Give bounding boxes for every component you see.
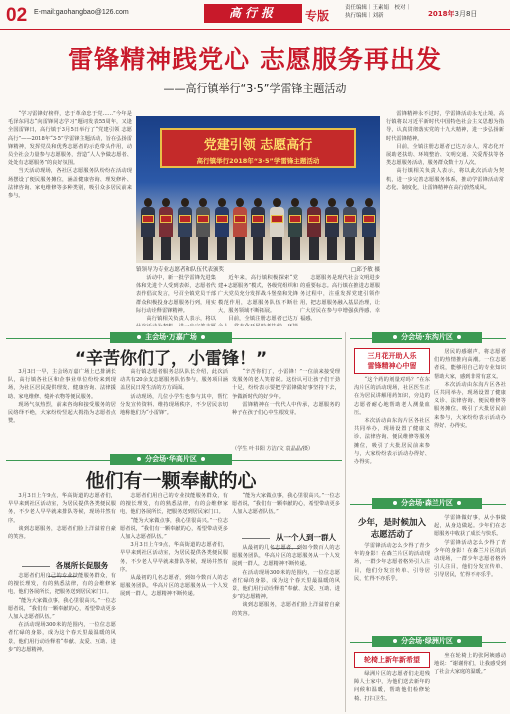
intro-column-5: [386, 110, 504, 326]
donggou-column-2: [434, 348, 506, 494]
page-header: [0, 0, 510, 30]
person: [177, 198, 192, 260]
paragraph: “辛苦你们了，小雷锋！”一位前来接受理发服务的老人笑着说。这份认可让孩子们干劲十足，纷纷表示要把学雷锋做好事坚持下去，争做新时代的好少年。: [232, 369, 340, 400]
paragraph: 本次活动由东沟片区各社区共同举办，现场设置了健康义诊、法律咨询、便民维修等服务摊位，吸引了大批居民前来参与，大家纷纷表示活动办得好、办得实。: [434, 381, 506, 429]
masthead: 高行报: [204, 4, 302, 23]
intro-column-4: [300, 274, 380, 326]
paragraph: “这个药的剂量对吗？”在东沟片区的活动现场，社区医生正在为居民讲解用药知识，旁边的志愿者耐心地帮助老人测量血压。: [354, 377, 430, 416]
section2-column-2: [120, 492, 228, 708]
paragraph: 本次活动由东沟片区各社区共同举办，现场设置了健康义诊、法律咨询、便民维修等服务摊位，吸引了大批居民前来参与，大家纷纷表示活动办得好、办得实。: [354, 418, 430, 466]
award-recipients: [140, 194, 376, 260]
issue-year: 2018年: [428, 10, 455, 18]
paragraph: 坐在轮椅上的张阿姨感动地说：“谢谢你们，让我感受到了社会大家庭的温暖。”: [434, 653, 506, 676]
section-bar-label: 分会场·东沟片区: [401, 333, 453, 341]
paragraph: “能为大家做点事，我心里很高兴。”一位志愿者说，“我们有一颗奉献的心，希望带动更多人加入志愿者队伍。”: [232, 493, 340, 516]
paragraph: 在活动现场300米的范围内，一位位志愿者忙碌的身影，成为这个春天里最温暖的风景，他们用行动诠释着“奉献、友爱、互助、进步”的志愿精神。: [232, 569, 340, 601]
person: [361, 198, 376, 260]
sub-heading: 从一个人到一群人: [232, 532, 340, 552]
paragraph: 从最初的几名志愿者，到如今数百人的志愿服务团队，华高片区的志愿服务从一个人发展到一群人，志愿精神不断传递。: [120, 575, 228, 598]
person: [324, 198, 339, 260]
email-address[interactable]: E-mail:gaohangbao@126.com: [34, 9, 129, 16]
section-bar-donggou: [372, 332, 482, 343]
bullet-icon: [457, 335, 461, 339]
section2-column-3: [232, 544, 340, 708]
section-tag: 专版: [305, 9, 330, 23]
paragraph: 当天活动现场，各社区志愿服务队纷纷在活动现场摆设了便民服务摊位，涵盖健康咨询、理发修补、法律咨询、家电维修等多种类别，吸引众多居民前来参与。: [8, 168, 132, 200]
intro-column-1: [8, 110, 132, 326]
donggou-column-1: [354, 376, 430, 494]
section2-column-3a: [232, 492, 340, 530]
section-title: 他们有一颗奉献的心: [85, 470, 257, 492]
boxed-title-line: 雷锋精神心中留: [367, 362, 417, 370]
section1-column-1: [8, 368, 116, 452]
main-headline: 雷锋精神践党心 志愿服务再出发: [68, 45, 442, 74]
paragraph: 雷锋精神永不过时，学雷锋活动永无止境。高行镇将以习近平新时代中国特色社会主义思想为指导，认真贯彻落实党的十九大精神，进一步弘扬新时代雷锋精神。: [386, 111, 504, 142]
section-bar-senlan: [372, 498, 482, 509]
bullet-icon: [393, 501, 397, 505]
stage-banner: [160, 128, 356, 168]
issue-day: 3月8日: [454, 10, 478, 18]
section-bar-lvzhou: [372, 636, 482, 647]
paragraph: 近年来，高行镇积极探索“党建+志愿服务”模式，各级党组织和广大党员充分发挥战斗堡垒和先锋模范作用，志愿服务队伍不断壮大，服务领域不断拓展。: [218, 275, 298, 314]
paragraph: 目前，全镇注册志愿者已达万余人，常态化开展助老扶幼、环境整治、文明交通、关爱帮扶等各类志愿服务活动，服务群众数十万人次。: [386, 143, 504, 167]
paragraph: 志愿者们用自己的专业技能服务群众，有的擅长理发，有的熟悉法律，有的会维修家电，他们各展所长，把服务送到居民家门口。: [8, 573, 116, 596]
boxed-title-line: 三月花开助人乐: [367, 352, 417, 360]
editor-line: 责任编辑｜王素娟 校对｜: [345, 5, 412, 11]
sub-heading: 各展所长促服务: [8, 560, 116, 580]
section2-column-1: [8, 492, 116, 558]
paragraph: “能为大家做点事，我心里很高兴。”一位志愿者说，“我们有一颗奉献的心，希望带动更多人加入志愿者队伍。”: [120, 517, 228, 541]
section1-column-3: [232, 368, 340, 444]
paragraph: 志愿者们用自己的专业技能服务群众，有的擅长理发，有的熟悉法律，有的会维修家电，他们各展所长，把服务送到居民家门口。: [120, 493, 228, 516]
paragraph: 高行镇相关负责人表示，将以此次活动为契机，进一步完善志愿服务体系，推动学雷锋活动常态化、制度化，让雷锋精神在高行蔚然成风。: [386, 168, 504, 191]
sub-headline: ——高行镇举行“3·5”学雷锋主题活动: [163, 82, 347, 95]
section-bar-label: 分会场·森兰片区: [401, 499, 453, 507]
section-bar-label: 分会场·绿洲片区: [401, 637, 453, 645]
photo-credit: □邱予敏 摄: [351, 267, 380, 273]
bullet-icon: [457, 639, 461, 643]
person: [342, 198, 357, 260]
person: [269, 198, 284, 260]
bullet-icon: [457, 501, 461, 505]
bullet-icon: [393, 335, 397, 339]
section-bar-label: 分会场·华高片区: [145, 455, 197, 463]
boxed-title: [354, 348, 430, 374]
person: [306, 198, 321, 260]
paragraph: 学雷锋做好事，从小事做起，从身边做起。少年们在志愿服务中收获了成长与快乐。: [434, 515, 506, 538]
short-title-line: 少年，是时候加入: [357, 518, 426, 528]
page-number: 02: [6, 5, 28, 26]
paragraph: 活动现场，几位小学生也参与其中，帮忙分发宣传资料、维持现场秩序，不少居民亲切地称他们为“小雷锋”。: [120, 393, 228, 417]
bullet-icon: [201, 457, 205, 461]
bullet-icon: [137, 457, 141, 461]
boxed-title: 轮椅上新年新希望: [354, 652, 430, 668]
paragraph: 从最初的几名志愿者，到如今数百人的志愿服务团队，华高片区的志愿服务从一个人发展到一群人，志愿精神不断传递。: [232, 545, 340, 568]
bullet-icon: [137, 335, 141, 339]
paragraph: 居民的感谢声，将志愿者们的热情推向高潮。一位志愿者说，能够用自己的专业知识帮助大家，感到非常有意义。: [434, 349, 506, 380]
issue-date: [428, 9, 477, 19]
paragraph: “学习雷锋好榜样，忠于革命忠于党……”今年是毛泽东同志“向雷锋同志学习”题词发表55周年，又逢全国雷锋日，高行镇于3月5日举行了“党建引领 志愿高行”——2018年“3·5”学雷锋主题活动，旨在弘扬雷锋精神，发挥党员和优秀志愿者的示范带头作用，动员全社会力量参与志愿服务，营造“人人争做志愿者、处处有志愿服务”的良好氛围。: [8, 111, 132, 167]
intro-column-2: [136, 274, 216, 326]
paragraph: 在活动现场300米的范围内，一位位志愿者忙碌的身影，成为这个春天里最温暖的风景，他们用行动诠释着“奉献、友爱、互助、进步”的志愿精神。: [8, 622, 116, 653]
event-photo: [136, 116, 380, 263]
section-bar-huagao: [110, 454, 232, 465]
paragraph: 雷锋精神在一代代人中传承，志愿服务的种子在孩子们心中生根发芽。: [232, 401, 340, 417]
section2-column-1b: [8, 572, 116, 708]
person: [195, 198, 210, 260]
lvzhou-column-1: [354, 670, 430, 710]
lvzhou-column-2: [434, 652, 506, 710]
person: [250, 198, 265, 260]
section-bar-label: 主会场·万嘉广场: [145, 333, 197, 341]
paragraph: 现场气氛热烈，前来咨询和接受服务的居民络绎不绝，大家纷纷竖起大拇指为志愿者点赞。: [8, 401, 116, 425]
senlan-column-1: [354, 542, 430, 638]
short-title-line: 志愿活动了: [370, 530, 414, 540]
person: [232, 198, 247, 260]
editor-line: 执行编辑｜刘新: [345, 13, 384, 19]
paragraph: 谈到志愿服务，志愿者们脸上洋溢着自豪的笑容。: [8, 525, 116, 541]
column-divider: [345, 332, 346, 712]
senlan-column-2: [434, 514, 506, 638]
paragraph: 3月3日一早，主会场万嘉广场上已排满长队，高行镇各社区和企事业单位纷纷来到现场，为社区居民提供理发、健康咨询、法律援助、家电维修、缝补衣物等便民服务。: [8, 369, 116, 400]
section-bar-main-venue: [110, 332, 232, 343]
photo-caption: [136, 265, 380, 273]
paragraph: 3月3日上午9点，华高街道的志愿者们，早早来到社区活动室，为居民提供各类便民服务，不少老人早早就来排队等候，现场井然有序。: [8, 493, 116, 524]
paragraph: “能为大家做点事，我心里很高兴。”一位志愿者说，“我们有一颗奉献的心，希望带动更多人加入志愿者队伍。”: [8, 597, 116, 621]
caption-text: 镇领导为专业志愿者和队伍代表颁奖: [136, 267, 225, 273]
byline: （学生 叶书阳 方洁/文 袁晶晶/摄）: [232, 446, 314, 452]
person: [140, 198, 155, 260]
bullet-icon: [393, 639, 397, 643]
paragraph: 3月3日上午9点，华高街道的志愿者们，早早来到社区活动室，为居民提供各类便民服务，不少老人早早就来排队等候，现场井然有序。: [120, 542, 228, 573]
paragraph: 志愿服务是现代社会文明进步的重要标志。高行镇在推进志愿服务过程中，注重发挥党建引领作用，把志愿服务融入基层治理，让广大居民在参与中增强获得感、幸福感。: [300, 275, 380, 323]
bullet-icon: [201, 335, 205, 339]
section-title: “辛苦你们了，小雷锋！”: [74, 349, 268, 369]
banner-subtitle: 高行镇举行2018年“3·5”学雷锋主题活动: [196, 157, 320, 165]
paragraph: 学雷锋活动怎么少得了青少年的身影！在森兰片区的活动现场，一群少年志愿者格外引人注目，他们分发宣传单、引导居民，忙得不亦乐乎。: [354, 543, 430, 582]
paragraph: 学雷锋活动怎么少得了青少年的身影！在森兰片区的活动现场，一群少年志愿者格外引人注目，他们分发宣传单、引导居民，忙得不亦乐乎。: [434, 539, 506, 579]
paragraph: 谈到志愿服务，志愿者们脸上洋溢着自豪的笑容。: [232, 602, 340, 617]
paragraph: 目前，全镇注册志愿者已达万: [228, 316, 298, 323]
banner-title: 党建引领 志愿高行: [203, 138, 313, 153]
editor-info: [345, 4, 411, 20]
intro-column-3: [218, 274, 298, 326]
person: [287, 198, 302, 260]
person: [214, 198, 229, 260]
person: [158, 198, 173, 260]
paragraph: 高行镇相关负责人表示，将以: [146, 316, 216, 323]
paragraph: 绿洲片区的志愿者们走进残障人士家中，为他们送去新年的问候和温暖，帮助他们检修轮椅、打扫卫生。: [354, 671, 430, 702]
short-title: [354, 516, 430, 540]
section1-column-2: [120, 368, 228, 452]
paragraph: 活动中，新一批学雷锋先进集体和先进个人受到表彰，志愿者代表作倡议发言，号召全镇党员干部群众积极投身志愿服务行列，用实际行动诠释雷锋精神。: [136, 275, 216, 314]
paragraph: 高行镇志愿者服务总队队长介绍，此次活动共有20余支志愿服务队伍参与，服务项目涵盖居民日常生活的方方面面。: [120, 369, 228, 392]
